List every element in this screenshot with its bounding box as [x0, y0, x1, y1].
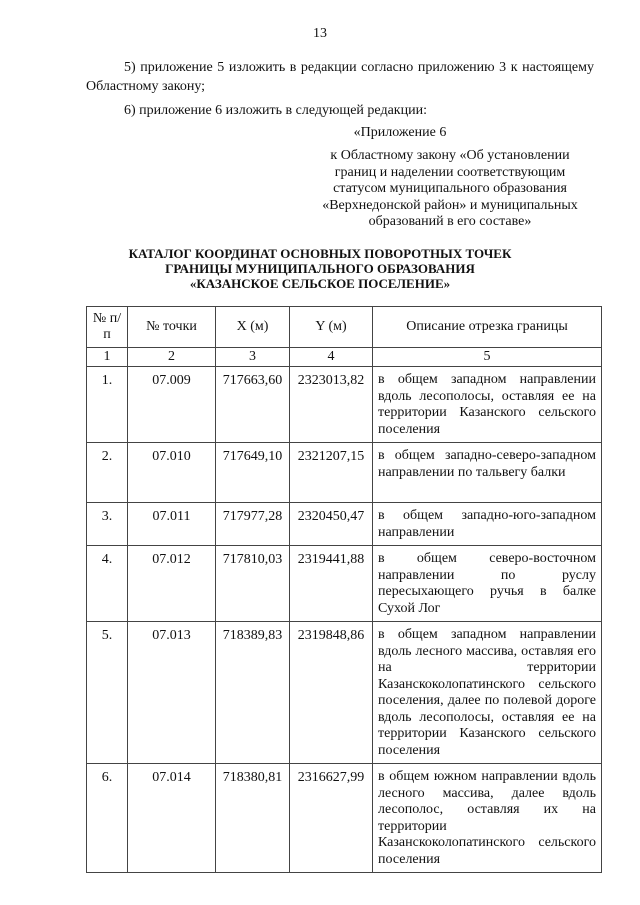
segment-description: в общем западно-северо-западном направлении по тальвегу балки [373, 443, 602, 503]
point-number: 07.014 [128, 764, 216, 873]
header-description: Описание отрезка границы [373, 307, 602, 348]
header-y-coordinate: Y (м) [290, 307, 373, 348]
segment-description: в общем северо-восточном направлении по руслу пересыхающего ручья в балке Сухой Лог [373, 546, 602, 622]
column-index: 4 [290, 348, 373, 367]
appendix-caption-line: статусом муниципального образования [333, 181, 567, 196]
table-row [87, 622, 602, 764]
table-row [87, 546, 602, 622]
point-number: 07.009 [128, 367, 216, 443]
segment-description: в общем западном направлении вдоль лесополосы, оставляя ее на территории Казанского сельского поселения [373, 367, 602, 443]
table-row [87, 764, 602, 873]
y-coordinate: 2320450,47 [290, 503, 373, 546]
header-point-number: № точки [128, 307, 216, 348]
appendix-caption-line: к Областному закону «Об установлении [330, 148, 570, 163]
y-coordinate: 2323013,82 [290, 367, 373, 443]
row-number: 3. [87, 503, 128, 546]
header-row-number: № п/п [87, 307, 128, 348]
point-number: 07.010 [128, 443, 216, 503]
x-coordinate: 717977,28 [216, 503, 290, 546]
table-row [87, 503, 602, 546]
column-index: 5 [373, 348, 602, 367]
x-coordinate: 718380,81 [216, 764, 290, 873]
table-header-row [87, 307, 602, 348]
segment-description: в общем южном направлении вдоль лесного массива, далее вдоль лесополос, оставляя их на территории Казанскоколопатинского сельского поселения [373, 764, 602, 873]
catalog-title-line: «КАЗАНСКОЕ СЕЛЬСКОЕ ПОСЕЛЕНИЕ» [189, 276, 451, 291]
x-coordinate: 717810,03 [216, 546, 290, 622]
appendix-caption-line: границ и наделении соответствующим [334, 164, 566, 180]
y-coordinate: 2319848,86 [290, 622, 373, 764]
point-number: 07.013 [128, 622, 216, 764]
coordinates-table [86, 306, 602, 873]
x-coordinate: 717663,60 [216, 367, 290, 443]
appendix-caption-line: «Верхнедонской район» и муниципальных [322, 197, 578, 213]
appendix-caption-line: образований в его составе» [368, 214, 532, 229]
row-number: 1. [87, 367, 128, 443]
row-number: 2. [87, 443, 128, 503]
x-coordinate: 718389,83 [216, 622, 290, 764]
y-coordinate: 2319441,88 [290, 546, 373, 622]
paragraph-item-5: 5) приложение 5 изложить в редакции согласно приложению 3 к настоящему Областному закону; [86, 60, 594, 94]
y-coordinate: 2321207,15 [290, 443, 373, 503]
appendix-caption [300, 148, 600, 231]
column-index: 1 [87, 348, 128, 367]
segment-description: в общем западном направлении вдоль лесного массива, оставляя его на территории Казанскоколопатинского сельского поселения, далее по полевой дороге вдоль лесополосы, оставляя ее на территории Казанского сельского поселения [373, 622, 602, 764]
segment-description: в общем западно-юго-западном направлении [373, 503, 602, 546]
x-coordinate: 717649,10 [216, 443, 290, 503]
paragraph-item-6: 6) приложение 6 изложить в следующей редакции: [124, 103, 427, 118]
catalog-title-line: КАТАЛОГ КООРДИНАТ ОСНОВНЫХ ПОВОРОТНЫХ ТОЧЕК [128, 246, 512, 261]
appendix-title: «Приложение 6 [353, 125, 447, 140]
table-row [87, 443, 602, 503]
y-coordinate: 2316627,99 [290, 764, 373, 873]
catalog-title [0, 246, 640, 291]
point-number: 07.012 [128, 546, 216, 622]
row-number: 6. [87, 764, 128, 873]
row-number: 4. [87, 546, 128, 622]
page-number: 13 [313, 26, 327, 41]
header-x-coordinate: X (м) [216, 307, 290, 348]
point-number: 07.011 [128, 503, 216, 546]
table-row [87, 367, 602, 443]
row-number: 5. [87, 622, 128, 764]
column-index: 2 [128, 348, 216, 367]
column-index: 3 [216, 348, 290, 367]
column-index-row [87, 348, 602, 367]
catalog-title-line: ГРАНИЦЫ МУНИЦИПАЛЬНОГО ОБРАЗОВАНИЯ [165, 261, 475, 276]
